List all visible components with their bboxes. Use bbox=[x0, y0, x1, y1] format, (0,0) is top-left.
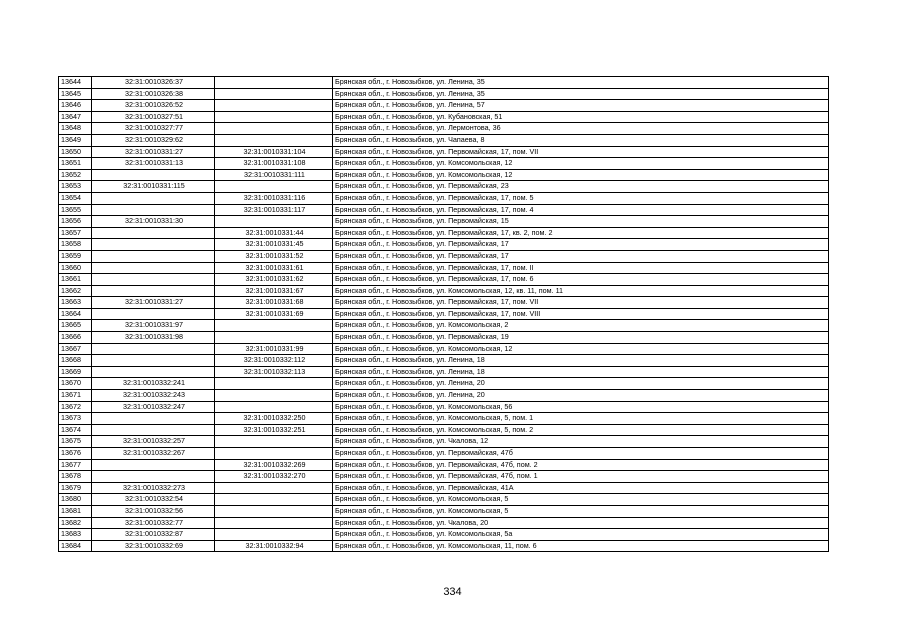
cadastral-number-cell bbox=[92, 274, 215, 286]
table-row bbox=[59, 448, 829, 460]
address-cell: Брянская обл., г. Новозыбков, ул. Первомайская, 47б bbox=[333, 448, 829, 460]
address-cell: Брянская обл., г. Новозыбков, ул. Первомайская, 15 bbox=[333, 216, 829, 228]
object-cadastral-number-cell: 32:31:0010332:112 bbox=[215, 355, 333, 367]
table-row bbox=[59, 169, 829, 181]
cadastral-number-cell: 32:31:0010332:247 bbox=[92, 401, 215, 413]
cadastral-number-cell bbox=[92, 471, 215, 483]
object-cadastral-number-cell bbox=[215, 216, 333, 228]
object-cadastral-number-cell: 32:31:0010331:62 bbox=[215, 274, 333, 286]
address-cell: Брянская обл., г. Новозыбков, ул. Комсомольская, 12 bbox=[333, 343, 829, 355]
row-number-cell: 13675 bbox=[59, 436, 92, 448]
address-cell: Брянская обл., г. Новозыбков, ул. Чапаева, 8 bbox=[333, 134, 829, 146]
address-cell: Брянская обл., г. Новозыбков, ул. Комсомольская, 12, кв. 11, пом. 11 bbox=[333, 285, 829, 297]
row-number-cell: 13653 bbox=[59, 181, 92, 193]
table-row bbox=[59, 134, 829, 146]
row-number-cell: 13651 bbox=[59, 158, 92, 170]
address-cell: Брянская обл., г. Новозыбков, ул. Комсомольская, 56 bbox=[333, 401, 829, 413]
address-cell: Брянская обл., г. Новозыбков, ул. Ленина, 35 bbox=[333, 88, 829, 100]
row-number-cell: 13659 bbox=[59, 250, 92, 262]
address-cell: Брянская обл., г. Новозыбков, ул. Первомайская, 19 bbox=[333, 332, 829, 344]
cadastral-number-cell bbox=[92, 424, 215, 436]
object-cadastral-number-cell bbox=[215, 123, 333, 135]
address-cell: Брянская обл., г. Новозыбков, ул. Комсомольская, 11, пом. 6 bbox=[333, 540, 829, 552]
object-cadastral-number-cell bbox=[215, 332, 333, 344]
cadastral-number-cell: 32:31:0010331:97 bbox=[92, 320, 215, 332]
address-cell: Брянская обл., г. Новозыбков, ул. Комсомольская, 5а bbox=[333, 529, 829, 541]
object-cadastral-number-cell bbox=[215, 401, 333, 413]
cadastral-number-cell bbox=[92, 250, 215, 262]
row-number-cell: 13667 bbox=[59, 343, 92, 355]
cadastral-number-cell: 32:31:0010327:77 bbox=[92, 123, 215, 135]
row-number-cell: 13665 bbox=[59, 320, 92, 332]
object-cadastral-number-cell bbox=[215, 134, 333, 146]
cadastral-number-cell: 32:31:0010332:241 bbox=[92, 378, 215, 390]
table-row bbox=[59, 111, 829, 123]
table-row bbox=[59, 123, 829, 135]
row-number-cell: 13647 bbox=[59, 111, 92, 123]
address-cell: Брянская обл., г. Новозыбков, ул. Комсомольская, 5, пом. 2 bbox=[333, 424, 829, 436]
object-cadastral-number-cell: 32:31:0010331:116 bbox=[215, 192, 333, 204]
cadastral-number-cell bbox=[92, 355, 215, 367]
row-number-cell: 13650 bbox=[59, 146, 92, 158]
row-number-cell: 13670 bbox=[59, 378, 92, 390]
row-number-cell: 13678 bbox=[59, 471, 92, 483]
table-row bbox=[59, 482, 829, 494]
row-number-cell: 13656 bbox=[59, 216, 92, 228]
cadastral-number-cell: 32:31:0010332:54 bbox=[92, 494, 215, 506]
row-number-cell: 13664 bbox=[59, 308, 92, 320]
table-row bbox=[59, 436, 829, 448]
row-number-cell: 13684 bbox=[59, 540, 92, 552]
table-row bbox=[59, 285, 829, 297]
cadastral-number-cell: 32:31:0010326:38 bbox=[92, 88, 215, 100]
address-cell: Брянская обл., г. Новозыбков, ул. Первомайская, 17 bbox=[333, 239, 829, 251]
cadastral-number-cell bbox=[92, 239, 215, 251]
object-cadastral-number-cell: 32:31:0010331:44 bbox=[215, 227, 333, 239]
cadastral-number-cell bbox=[92, 366, 215, 378]
row-number-cell: 13661 bbox=[59, 274, 92, 286]
table-row bbox=[59, 77, 829, 89]
object-cadastral-number-cell bbox=[215, 529, 333, 541]
registry-table bbox=[58, 76, 829, 552]
address-cell: Брянская обл., г. Новозыбков, ул. Первомайская, 17, пом. II bbox=[333, 262, 829, 274]
object-cadastral-number-cell: 32:31:0010331:104 bbox=[215, 146, 333, 158]
address-cell: Брянская обл., г. Новозыбков, ул. Ленина, 20 bbox=[333, 378, 829, 390]
cadastral-number-cell bbox=[92, 308, 215, 320]
row-number-cell: 13648 bbox=[59, 123, 92, 135]
address-cell: Брянская обл., г. Новозыбков, ул. Комсомольская, 2 bbox=[333, 320, 829, 332]
row-number-cell: 13668 bbox=[59, 355, 92, 367]
table-row bbox=[59, 459, 829, 471]
object-cadastral-number-cell: 32:31:0010331:45 bbox=[215, 239, 333, 251]
object-cadastral-number-cell bbox=[215, 448, 333, 460]
cadastral-number-cell: 32:31:0010332:56 bbox=[92, 505, 215, 517]
cadastral-number-cell: 32:31:0010326:52 bbox=[92, 100, 215, 112]
object-cadastral-number-cell: 32:31:0010332:94 bbox=[215, 540, 333, 552]
table-row bbox=[59, 378, 829, 390]
row-number-cell: 13644 bbox=[59, 77, 92, 89]
table-row bbox=[59, 320, 829, 332]
address-cell: Брянская обл., г. Новозыбков, ул. Первомайская, 47б, пом. 2 bbox=[333, 459, 829, 471]
table-row bbox=[59, 413, 829, 425]
object-cadastral-number-cell bbox=[215, 77, 333, 89]
object-cadastral-number-cell: 32:31:0010332:269 bbox=[215, 459, 333, 471]
row-number-cell: 13663 bbox=[59, 297, 92, 309]
object-cadastral-number-cell: 32:31:0010331:108 bbox=[215, 158, 333, 170]
address-cell: Брянская обл., г. Новозыбков, ул. Первомайская, 17, пом. 4 bbox=[333, 204, 829, 216]
cadastral-number-cell: 32:31:0010332:69 bbox=[92, 540, 215, 552]
row-number-cell: 13673 bbox=[59, 413, 92, 425]
cadastral-number-cell: 32:31:0010332:273 bbox=[92, 482, 215, 494]
object-cadastral-number-cell bbox=[215, 100, 333, 112]
table-row bbox=[59, 343, 829, 355]
page-number: 334 bbox=[443, 586, 462, 598]
row-number-cell: 13654 bbox=[59, 192, 92, 204]
registry-table-body bbox=[59, 77, 829, 552]
object-cadastral-number-cell bbox=[215, 390, 333, 402]
object-cadastral-number-cell bbox=[215, 436, 333, 448]
row-number-cell: 13679 bbox=[59, 482, 92, 494]
cadastral-number-cell: 32:31:0010326:37 bbox=[92, 77, 215, 89]
address-cell: Брянская обл., г. Новозыбков, ул. Первомайская, 41А bbox=[333, 482, 829, 494]
object-cadastral-number-cell: 32:31:0010331:67 bbox=[215, 285, 333, 297]
cadastral-number-cell bbox=[92, 169, 215, 181]
address-cell: Брянская обл., г. Новозыбков, ул. Комсомольская, 5, пом. 1 bbox=[333, 413, 829, 425]
row-number-cell: 13676 bbox=[59, 448, 92, 460]
object-cadastral-number-cell: 32:31:0010331:52 bbox=[215, 250, 333, 262]
row-number-cell: 13682 bbox=[59, 517, 92, 529]
table-row bbox=[59, 540, 829, 552]
address-cell: Брянская обл., г. Новозыбков, ул. Первомайская, 17, кв. 2, пом. 2 bbox=[333, 227, 829, 239]
table-row bbox=[59, 517, 829, 529]
table-row bbox=[59, 505, 829, 517]
table-row bbox=[59, 250, 829, 262]
table-row bbox=[59, 424, 829, 436]
row-number-cell: 13660 bbox=[59, 262, 92, 274]
table-row bbox=[59, 88, 829, 100]
table-row bbox=[59, 529, 829, 541]
address-cell: Брянская обл., г. Новозыбков, ул. Первомайская, 47б, пом. 1 bbox=[333, 471, 829, 483]
cadastral-number-cell: 32:31:0010332:77 bbox=[92, 517, 215, 529]
row-number-cell: 13671 bbox=[59, 390, 92, 402]
row-number-cell: 13666 bbox=[59, 332, 92, 344]
table-row bbox=[59, 366, 829, 378]
table-row bbox=[59, 146, 829, 158]
table-row bbox=[59, 494, 829, 506]
row-number-cell: 13662 bbox=[59, 285, 92, 297]
table-row bbox=[59, 239, 829, 251]
address-cell: Брянская обл., г. Новозыбков, ул. Комсомольская, 12 bbox=[333, 158, 829, 170]
table-row bbox=[59, 216, 829, 228]
address-cell: Брянская обл., г. Новозыбков, ул. Кубановская, 51 bbox=[333, 111, 829, 123]
address-cell: Брянская обл., г. Новозыбков, ул. Комсомольская, 5 bbox=[333, 505, 829, 517]
object-cadastral-number-cell bbox=[215, 378, 333, 390]
address-cell: Брянская обл., г. Новозыбков, ул. Лермонтова, 36 bbox=[333, 123, 829, 135]
address-cell: Брянская обл., г. Новозыбков, ул. Чкалова, 20 bbox=[333, 517, 829, 529]
row-number-cell: 13681 bbox=[59, 505, 92, 517]
object-cadastral-number-cell bbox=[215, 517, 333, 529]
row-number-cell: 13652 bbox=[59, 169, 92, 181]
row-number-cell: 13680 bbox=[59, 494, 92, 506]
cadastral-number-cell: 32:31:0010332:87 bbox=[92, 529, 215, 541]
address-cell: Брянская обл., г. Новозыбков, ул. Первомайская, 17, пом. VII bbox=[333, 146, 829, 158]
address-cell: Брянская обл., г. Новозыбков, ул. Ленина, 20 bbox=[333, 390, 829, 402]
address-cell: Брянская обл., г. Новозыбков, ул. Комсомольская, 12 bbox=[333, 169, 829, 181]
row-number-cell: 13646 bbox=[59, 100, 92, 112]
cadastral-number-cell: 32:31:0010331:27 bbox=[92, 146, 215, 158]
row-number-cell: 13674 bbox=[59, 424, 92, 436]
object-cadastral-number-cell bbox=[215, 181, 333, 193]
row-number-cell: 13672 bbox=[59, 401, 92, 413]
cadastral-number-cell bbox=[92, 459, 215, 471]
address-cell: Брянская обл., г. Новозыбков, ул. Ленина, 57 bbox=[333, 100, 829, 112]
row-number-cell: 13657 bbox=[59, 227, 92, 239]
object-cadastral-number-cell bbox=[215, 320, 333, 332]
object-cadastral-number-cell: 32:31:0010331:111 bbox=[215, 169, 333, 181]
cadastral-number-cell bbox=[92, 192, 215, 204]
table-row bbox=[59, 274, 829, 286]
cadastral-number-cell: 32:31:0010331:115 bbox=[92, 181, 215, 193]
object-cadastral-number-cell bbox=[215, 505, 333, 517]
table-row bbox=[59, 355, 829, 367]
address-cell: Брянская обл., г. Новозыбков, ул. Первомайская, 17, пом. VIII bbox=[333, 308, 829, 320]
table-row bbox=[59, 192, 829, 204]
row-number-cell: 13683 bbox=[59, 529, 92, 541]
cadastral-number-cell: 32:31:0010332:267 bbox=[92, 448, 215, 460]
table-row bbox=[59, 204, 829, 216]
object-cadastral-number-cell: 32:31:0010331:61 bbox=[215, 262, 333, 274]
row-number-cell: 13645 bbox=[59, 88, 92, 100]
object-cadastral-number-cell: 32:31:0010331:99 bbox=[215, 343, 333, 355]
object-cadastral-number-cell: 32:31:0010331:68 bbox=[215, 297, 333, 309]
address-cell: Брянская обл., г. Новозыбков, ул. Первомайская, 23 bbox=[333, 181, 829, 193]
cadastral-number-cell bbox=[92, 343, 215, 355]
cadastral-number-cell bbox=[92, 262, 215, 274]
row-number-cell: 13669 bbox=[59, 366, 92, 378]
address-cell: Брянская обл., г. Новозыбков, ул. Комсомольская, 5 bbox=[333, 494, 829, 506]
row-number-cell: 13649 bbox=[59, 134, 92, 146]
address-cell: Брянская обл., г. Новозыбков, ул. Первомайская, 17 bbox=[333, 250, 829, 262]
cadastral-number-cell: 32:31:0010331:30 bbox=[92, 216, 215, 228]
table-row bbox=[59, 100, 829, 112]
object-cadastral-number-cell bbox=[215, 482, 333, 494]
table-row bbox=[59, 401, 829, 413]
cadastral-number-cell: 32:31:0010327:51 bbox=[92, 111, 215, 123]
table-row bbox=[59, 262, 829, 274]
cadastral-number-cell: 32:31:0010332:257 bbox=[92, 436, 215, 448]
cadastral-number-cell: 32:31:0010331:13 bbox=[92, 158, 215, 170]
object-cadastral-number-cell bbox=[215, 494, 333, 506]
cadastral-number-cell bbox=[92, 227, 215, 239]
object-cadastral-number-cell: 32:31:0010331:117 bbox=[215, 204, 333, 216]
cadastral-number-cell bbox=[92, 204, 215, 216]
address-cell: Брянская обл., г. Новозыбков, ул. Ленина, 35 bbox=[333, 77, 829, 89]
address-cell: Брянская обл., г. Новозыбков, ул. Ленина, 18 bbox=[333, 366, 829, 378]
table-row bbox=[59, 227, 829, 239]
object-cadastral-number-cell bbox=[215, 111, 333, 123]
table-row bbox=[59, 390, 829, 402]
address-cell: Брянская обл., г. Новозыбков, ул. Первомайская, 17, пом. 6 bbox=[333, 274, 829, 286]
cadastral-number-cell bbox=[92, 285, 215, 297]
table-row bbox=[59, 297, 829, 309]
cadastral-number-cell: 32:31:0010329:62 bbox=[92, 134, 215, 146]
address-cell: Брянская обл., г. Новозыбков, ул. Первомайская, 17, пом. VII bbox=[333, 297, 829, 309]
cadastral-number-cell: 32:31:0010331:27 bbox=[92, 297, 215, 309]
object-cadastral-number-cell: 32:31:0010332:113 bbox=[215, 366, 333, 378]
object-cadastral-number-cell: 32:31:0010332:251 bbox=[215, 424, 333, 436]
object-cadastral-number-cell: 32:31:0010332:250 bbox=[215, 413, 333, 425]
row-number-cell: 13655 bbox=[59, 204, 92, 216]
cadastral-number-cell bbox=[92, 413, 215, 425]
row-number-cell: 13677 bbox=[59, 459, 92, 471]
address-cell: Брянская обл., г. Новозыбков, ул. Ленина, 18 bbox=[333, 355, 829, 367]
object-cadastral-number-cell: 32:31:0010331:69 bbox=[215, 308, 333, 320]
cadastral-number-cell: 32:31:0010332:243 bbox=[92, 390, 215, 402]
address-cell: Брянская обл., г. Новозыбков, ул. Чкалова, 12 bbox=[333, 436, 829, 448]
row-number-cell: 13658 bbox=[59, 239, 92, 251]
table-row bbox=[59, 181, 829, 193]
object-cadastral-number-cell: 32:31:0010332:270 bbox=[215, 471, 333, 483]
object-cadastral-number-cell bbox=[215, 88, 333, 100]
table-row bbox=[59, 332, 829, 344]
table-row bbox=[59, 308, 829, 320]
table-row bbox=[59, 158, 829, 170]
table-row bbox=[59, 471, 829, 483]
cadastral-number-cell: 32:31:0010331:98 bbox=[92, 332, 215, 344]
address-cell: Брянская обл., г. Новозыбков, ул. Первомайская, 17, пом. 5 bbox=[333, 192, 829, 204]
